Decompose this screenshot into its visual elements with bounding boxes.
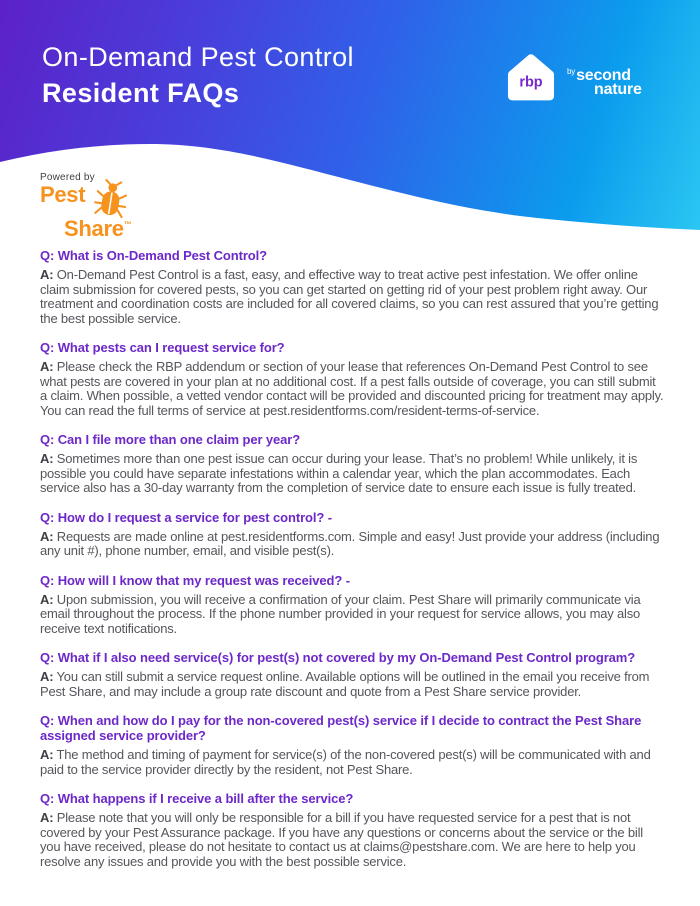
powered-by-label: Powered by (40, 172, 95, 183)
answer-prefix: A: (40, 451, 54, 466)
beetle-icon (92, 178, 132, 221)
page-title-line1: On-Demand Pest Control (42, 42, 354, 72)
rbp-house-icon (503, 52, 559, 108)
pest-share-line2: Share (64, 216, 124, 241)
answer-prefix: A: (40, 669, 54, 684)
faq-answer (40, 811, 664, 869)
faq-item-6 (40, 650, 664, 699)
answer-prefix: A: (40, 591, 54, 607)
rbp-second-nature-logo (503, 52, 642, 108)
faq-item-8 (40, 791, 664, 869)
faq-question: Q: Can I file more than one claim per year? (40, 432, 301, 447)
answer-text: You can still submit a service request online. Available options will be outlined in the email you receive from Pest Share, and may include a group rate discount and quote from a Pest Share service provider. (40, 669, 650, 699)
faq-answer (40, 452, 664, 496)
page-title-line2: Resident FAQs (42, 78, 240, 108)
by-label: by (567, 66, 576, 76)
faq-question: Q: What happens if I receive a bill after the service? (40, 791, 354, 806)
answer-prefix: A: (40, 528, 54, 544)
faq-list (0, 236, 700, 869)
faq-answer (40, 530, 664, 559)
page-title (42, 42, 354, 108)
faq-question: Q: What pests can I request service for? (40, 340, 285, 355)
trademark-symbol: ™ (123, 220, 132, 229)
faq-item-5 (40, 573, 664, 637)
answer-text: The method and timing of payment for service(s) of the non-covered pest(s) will be communicated with and paid to the service provider directly by the resident, not Pest Share. (40, 747, 651, 777)
faq-question: Q: When and how do I pay for the non-covered pest(s) service if I decide to contract the Pest Share assigned service provider? (40, 713, 642, 743)
faq-item-1 (40, 248, 664, 326)
second-nature-line2: nature (594, 80, 642, 98)
faq-item-2 (40, 340, 664, 418)
answer-text: Please check the RBP addendum or section of your lease that references On-Demand Pest Control to see what pests are covered in your plan at no additional cost. If a pest falls outside of coverage, you can still submit a claim. When possible, a vetted vendor contact will be provided and discounted pricing for treatment may apply. You can read the full terms of service at pest.residentforms.com/resident-terms-of-service. (40, 359, 664, 418)
answer-text: Upon submission, you will receive a confirmation of your claim. Pest Share will primarily communicate via email throughout the process. If the phone number provided in your request for service allows, you may also receive text notifications. (40, 591, 641, 636)
faq-question: Q: What is On-Demand Pest Control? (40, 248, 267, 263)
answer-prefix: A: (40, 267, 54, 282)
faq-answer (40, 593, 664, 637)
answer-text: Please note that you will only be responsible for a bill if you have requested service for a pest that is not covered by your Pest Assurance package. If you have any questions or concerns about the service or the bill you have received, please do not hesitate to contact us at claims@pestshare.com. We are here to help you resolve any issues and provide you with the best possible service. (40, 810, 643, 869)
pest-share-logo (40, 172, 132, 241)
answer-prefix: A: (40, 359, 54, 374)
answer-text: Sometimes more than one pest issue can occur during your lease. That’s no problem! While unlikely, it is possible you could have separate infestations within a calendar year, which the plan accommodates. Each service also has a 30-day warranty from the completion of service date to ensure each issue is fully treated. (40, 451, 638, 495)
rbp-badge-text: rbp (519, 74, 543, 91)
faq-item-4 (40, 510, 664, 559)
answer-prefix: A: (40, 810, 54, 825)
faq-question: Q: What if I also need service(s) for pest(s) not covered by my On-Demand Pest Control program? (40, 650, 636, 665)
faq-question: Q: How will I know that my request was received? - (40, 572, 350, 588)
faq-question: Q: How do I request a service for pest control? - (40, 509, 332, 525)
second-nature-line1: second (576, 66, 631, 84)
pest-share-line1: Pest (40, 182, 86, 207)
faq-item-3 (40, 432, 664, 496)
answer-text: On-Demand Pest Control is a fast, easy, and effective way to treat active pest infestation. We offer online claim submission for covered pests, so you can get started on getting rid of your pest problem right away. Our treatment and coordination costs are included for all covered claims, so you can rest assured that you’re getting the best possible service. (40, 267, 659, 326)
faq-answer (40, 268, 664, 326)
faq-item-7 (40, 713, 664, 777)
faq-answer (40, 670, 664, 699)
answer-prefix: A: (40, 747, 54, 762)
faq-answer (40, 360, 664, 418)
faq-answer (40, 748, 664, 777)
answer-text: Requests are made online at pest.residentforms.com. Simple and easy! Just provide your address (including any unit #), phone number, email, and visible pest(s). (40, 528, 660, 558)
second-nature-wordmark (567, 64, 642, 97)
